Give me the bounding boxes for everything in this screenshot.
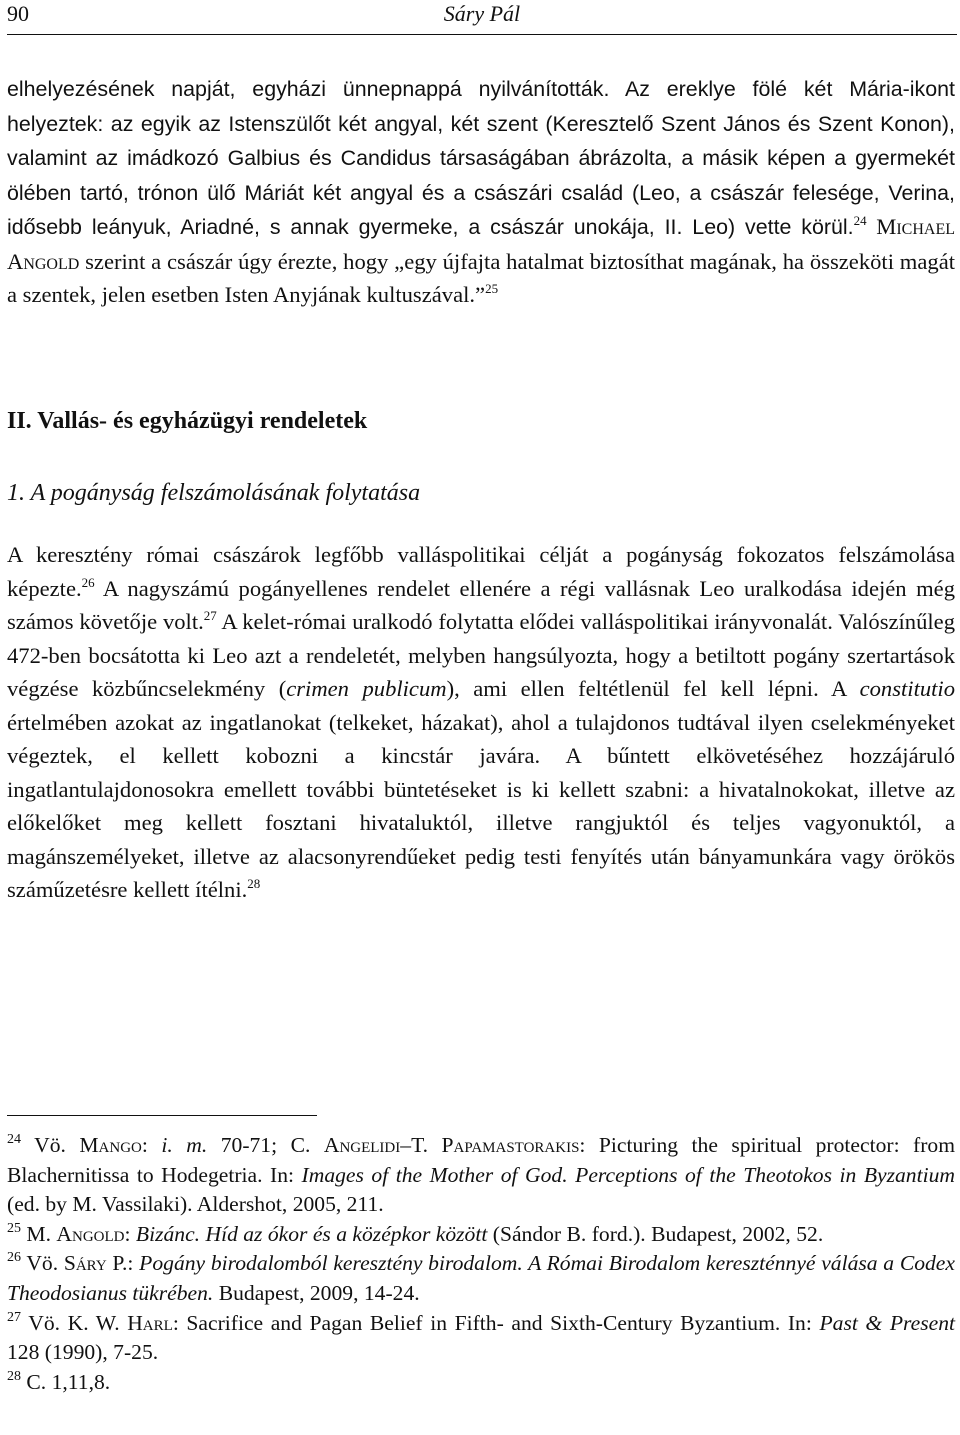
text-segment: A nagyszámú pogányellenes rendelet ellenére a régi vallásnak Leo uralkodása idején még számos követője volt. <box>7 575 955 634</box>
footnote-text: : <box>141 1133 162 1157</box>
text-segment: szerint a császár úgy érezte, hogy „egy újfajta hatalmat biztosíthat magának, ha összeköti magát a szentek, jelen esetben Isten Anyjának kultuszával.” <box>7 248 955 307</box>
footnote-text: (Sándor B. ford.). Budapest, 2002, 52. <box>487 1221 824 1246</box>
footnote-text: 128 (1990), 7-25. <box>7 1340 159 1365</box>
subsection-heading: 1. A pogányság felszámolásának folytatása <box>7 480 421 506</box>
footnote-text: Vö. <box>26 1251 64 1276</box>
footnote-ref-25[interactable]: 25 <box>485 281 499 296</box>
footnote-ref-28[interactable]: 28 <box>247 876 261 891</box>
footnote-text: (ed. by M. Vassilaki). Aldershot, 2005, 211. <box>7 1192 384 1217</box>
running-title: Sáry Pál <box>443 1 521 26</box>
page-header <box>7 0 957 30</box>
footnote-italic: Images of the Mother of God. Perceptions of the Theotokos in Byzantium <box>301 1162 955 1187</box>
italic-term: constitutio <box>859 676 955 701</box>
body-paragraph-1 <box>7 72 955 312</box>
author-name: Angold <box>56 1221 125 1246</box>
footnote-italic: Past & Present <box>819 1310 955 1335</box>
footnote-number: 25 <box>7 1220 21 1236</box>
author-name: Angelidi <box>323 1133 401 1157</box>
body-paragraph-2 <box>7 538 955 907</box>
page-number: 90 <box>7 1 29 26</box>
footnote-text: –T. <box>400 1133 442 1157</box>
footnote-text: Vö. K. W. <box>28 1310 128 1335</box>
footnote-number: 26 <box>7 1250 21 1266</box>
author-name: Michael Angold <box>7 214 955 274</box>
footnote-text: : Picturing the spiritual protector: from Blachernitissa to Hodegetria. In: <box>7 1133 956 1187</box>
footnote-text: : Sacrifice and Pagan Belief in Fifth- and Sixth-Century Byzantium. In: <box>172 1310 820 1335</box>
footnote-italic: i. m. <box>161 1133 208 1157</box>
footnote-ref-27[interactable]: 27 <box>203 608 217 623</box>
author-name: Sáry <box>63 1251 107 1276</box>
text-segment: A kelet-római uralkodó folytatta elődei valláspolitikai irányvonalát. Valószínűleg 472-ben bocsátotta ki Leo azt a rendeletét, melyben hangsúlyozta, hogy a betiltott pogány szertartások végzése közbűncselekmény ( <box>7 609 955 701</box>
footnote-rule <box>7 1115 317 1116</box>
footnote-number: 27 <box>7 1309 21 1325</box>
footnote-text: : <box>124 1221 136 1246</box>
footnote-25 <box>7 1220 955 1250</box>
footnote-27 <box>7 1309 955 1368</box>
author-name: Mango <box>79 1133 142 1157</box>
footnote-ref-26[interactable]: 26 <box>81 574 95 590</box>
section-heading: II. Vallás- és egyházügyi rendeletek <box>7 408 368 434</box>
author-name: Harl <box>127 1310 173 1335</box>
footnote-italic: Bizánc. Híd az ókor és a középkor között <box>135 1221 488 1246</box>
footnote-text: P.: <box>106 1251 140 1276</box>
footnote-text: Budapest, 2009, 14-24. <box>213 1280 420 1305</box>
footnote-28 <box>7 1368 955 1398</box>
text-segment: elhelyezésének napját, egyházi ünnepnappá nyilvánították. Az ereklye fölé két Mária-ikont helyeztek: az egyik az Istenszülőt két angyal, két szent (Keresztelő Szent János és Szent Konon), valamint az imádkozó Galbius és Candidus társaságában ábrázolta, a másik képen a gyermekét ölében tartó, trónon ülő Máriát két angyal és a császári család (Leo, a császár felesége, Verina, idősebb leányuk, Ariadné, s annak gyermeke, a császár unokája, II. Leo) vette körül. <box>7 77 955 239</box>
text-segment: ), ami ellen feltétlenül fel kell lépni. A <box>446 676 860 701</box>
footnote-text: Vö. <box>34 1133 80 1157</box>
author-name: Papamastorakis <box>441 1133 580 1157</box>
footnote-ref-24[interactable]: 24 <box>853 213 867 228</box>
footnote-text: 70-71; C. <box>207 1133 324 1157</box>
footnote-text: M. <box>26 1221 57 1246</box>
footnote-text: C. 1,11,8. <box>26 1369 111 1394</box>
text-segment: A keresztény római császárok legfőbb valláspolitikai célját a pogányság fokozatos felszámolása képezte. <box>7 542 955 601</box>
text-segment: értelmében azokat az ingatlanokat (telkeket, házakat), ahol a tulajdonos tudtával ilyen cselekményeket végeztek, el kellett kobozni a kincstár javára. A bűntett elkövetéséhez hozzájáruló ingatlantulajdonosokra emellett további büntetéseket is ki kellett szabni: a hivatalnokokat, illetve az előkelőket meg kellett fosztani hivataluktól, illetve rangjuktól és teljes vagyonuktól, a magánszemélyeket, illetve az alacsonyrendűeket pedig testi fenyítés után bányamunkára vagy örökös száműzetésre kellett ítélni. <box>7 709 955 902</box>
footnote-26 <box>7 1249 955 1308</box>
footnote-number: 24 <box>7 1132 21 1147</box>
header-rule <box>7 34 957 35</box>
footnote-number: 28 <box>7 1368 21 1384</box>
footnote-italic: Pogány birodalomból keresztény birodalom. A Római Birodalom kereszténnyé válása a Codex Theodosianus tükrében. <box>7 1251 955 1305</box>
footnotes <box>7 1131 955 1397</box>
italic-term: crimen publicum <box>286 676 447 701</box>
footnote-24 <box>7 1131 955 1220</box>
